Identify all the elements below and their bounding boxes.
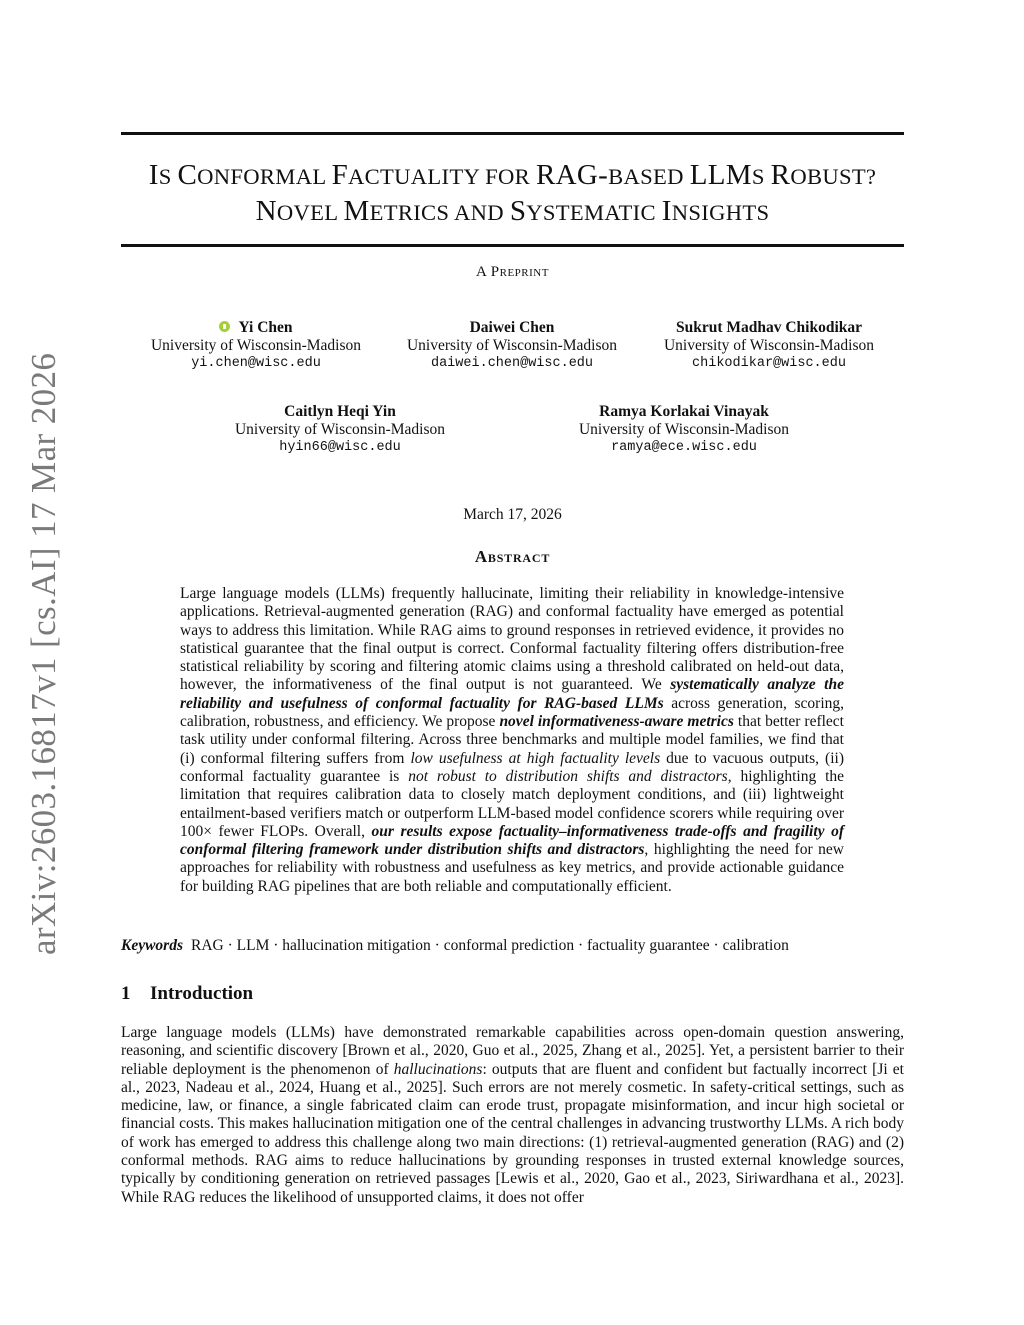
author-block xyxy=(131,319,381,373)
author-email[interactable]: hyin66@wisc.edu xyxy=(279,440,401,455)
title-line-1: IS CONFORMAL FACTUALITY FOR RAG-BASED LLMS ROBUST? xyxy=(148,159,877,191)
abstract-text: Large language models (LLMs) frequently hallucinate, limiting their reliability in knowledge-intensive applications. Retrieval-augmented generation (RAG) and conformal factuality have emerged as potential ways to address this limitation. While RAG aims to ground responses in retrieved evidence, it provides no statistical guarantee that the final output is correct. Conformal factuality filtering offers distribution-free statistical reliability by scoring and filtering atomic claims using a threshold calibrated on held-out data, however, the informativeness of the final output is not guaranteed. We xyxy=(180,585,844,694)
author-email[interactable]: chikodikar@wisc.edu xyxy=(692,356,846,371)
preprint-label: A Preprint xyxy=(476,264,549,280)
arxiv-identifier: arXiv:2603.16817v1 [cs.AI] 17 Mar 2026 xyxy=(24,352,63,955)
author-block xyxy=(644,319,894,373)
abstract-text: that better reflect task utility under conformal filtering. Across three benchmarks and multiple model families, we find that (i) conformal filtering suffers from xyxy=(180,713,844,767)
author-affiliation: University of Wisconsin-Madison xyxy=(234,421,446,438)
section-heading-introduction xyxy=(121,983,253,1005)
keywords-text: RAG · LLM · hallucination mitigation · conformal prediction · factuality guarantee · calibration xyxy=(191,937,789,954)
author-name: Caitlyn Heqi Yin xyxy=(284,403,396,420)
keywords-label: Keywords xyxy=(121,937,183,954)
keywords-line xyxy=(121,937,904,955)
abstract-text: across generation, scoring, calibration, robustness, and efficiency. We propose xyxy=(180,694,844,731)
author-affiliation: University of Wisconsin-Madison xyxy=(150,337,362,354)
publication-date: March 17, 2026 xyxy=(463,506,562,523)
introduction-body xyxy=(121,1024,904,1207)
author-affiliation: University of Wisconsin-Madison xyxy=(406,337,618,354)
author-email[interactable]: ramya@ece.wisc.edu xyxy=(611,440,757,455)
abstract-emphasis: systematically analyze the reliability and usefulness of conformal factuality for RAG-based LLMs xyxy=(180,676,844,712)
title-rule-bottom xyxy=(121,244,904,247)
author-block xyxy=(559,403,809,457)
abstract-heading: Abstract xyxy=(474,547,551,566)
author-affiliation: University of Wisconsin-Madison xyxy=(578,421,790,438)
abstract-emphasis: our results expose factuality–informativeness trade-offs and fragility of conformal filtering framework under distribution shifts and distractors xyxy=(180,822,844,859)
abstract-italic: not robust to distribution shifts and distractors xyxy=(408,767,728,785)
author-block xyxy=(215,403,465,457)
author-email[interactable]: daiwei.chen@wisc.edu xyxy=(430,356,594,371)
abstract-emphasis: novel informativeness-aware metrics xyxy=(499,713,734,731)
author-name: Ramya Korlakai Vinayak xyxy=(599,403,769,420)
orcid-icon[interactable] xyxy=(219,321,230,332)
intro-text: Large language models (LLMs) have demonstrated remarkable capabilities across open-domain question answering, reasoning, and scientific discovery [Brown et al., 2020, Guo et al., 2025, Zhang et al., 2025]. Yet, a persistent barrier to their reliable deployment is the phenomenon of xyxy=(121,1024,904,1078)
intro-text: : outputs that are fluent and confident but factually incorrect [Ji et al., 2023, Nadeau et al., 2024, Huang et al., 2025]. Such errors are not merely cosmetic. In safety-critical settings, such as medicine, law, or finance, a single fabricated claim can erode trust, propagate misinformation, and incur high societal or financial costs. This makes hallucination mitigation one of the central challenges in advancing trustworthy LLMs. A rich body of work has emerged to address this challenge along two main directions: (1) retrieval-augmented generation (RAG) and (2) conformal methods. RAG aims to reduce hallucinations by grounding responses in trusted external knowledge sources, typically by conditioning generation on retrieved passages [Lewis et al., 2020, Gao et al., 2023, Siriwardhana et al., 2023]. While RAG reduces the likelihood of unsupported claims, it does not offer xyxy=(121,1060,904,1206)
abstract-italic: low usefulness at high factuality levels xyxy=(410,749,661,767)
author-name: Daiwei Chen xyxy=(469,319,555,336)
section-number: 1 xyxy=(121,983,131,1004)
title-rule-top xyxy=(121,132,904,135)
intro-italic: hallucinations xyxy=(393,1060,483,1078)
abstract-text: , highlighting the limitation that requires calibration data to closely match deployment conditions, and (iii) lightweight entailment-based verifiers match or outperform LLM-based model confidence scorers while requiring over 100× fewer FLOPs. Overall, xyxy=(180,767,845,840)
author-affiliation: University of Wisconsin-Madison xyxy=(663,337,875,354)
title-line-2: NOVEL METRICS AND SYSTEMATIC INSIGHTS xyxy=(255,195,770,227)
author-email[interactable]: yi.chen@wisc.edu xyxy=(191,356,321,371)
author-name: Yi Chen xyxy=(131,319,381,337)
paper-title xyxy=(121,158,904,230)
abstract-text: , highlighting the need for new approaches for reliability with robustness and usefulness as key metrics, and provide actionable guidance for building RAG pipelines that are both reliable and computationally efficient. xyxy=(180,841,844,895)
author-name: Sukrut Madhav Chikodikar xyxy=(675,319,863,336)
section-title: Introduction xyxy=(150,983,254,1004)
abstract-text: due to vacuous outputs, (ii) conformal factuality guarantee is xyxy=(180,749,844,785)
abstract-body xyxy=(180,585,844,896)
author-block xyxy=(387,319,637,373)
